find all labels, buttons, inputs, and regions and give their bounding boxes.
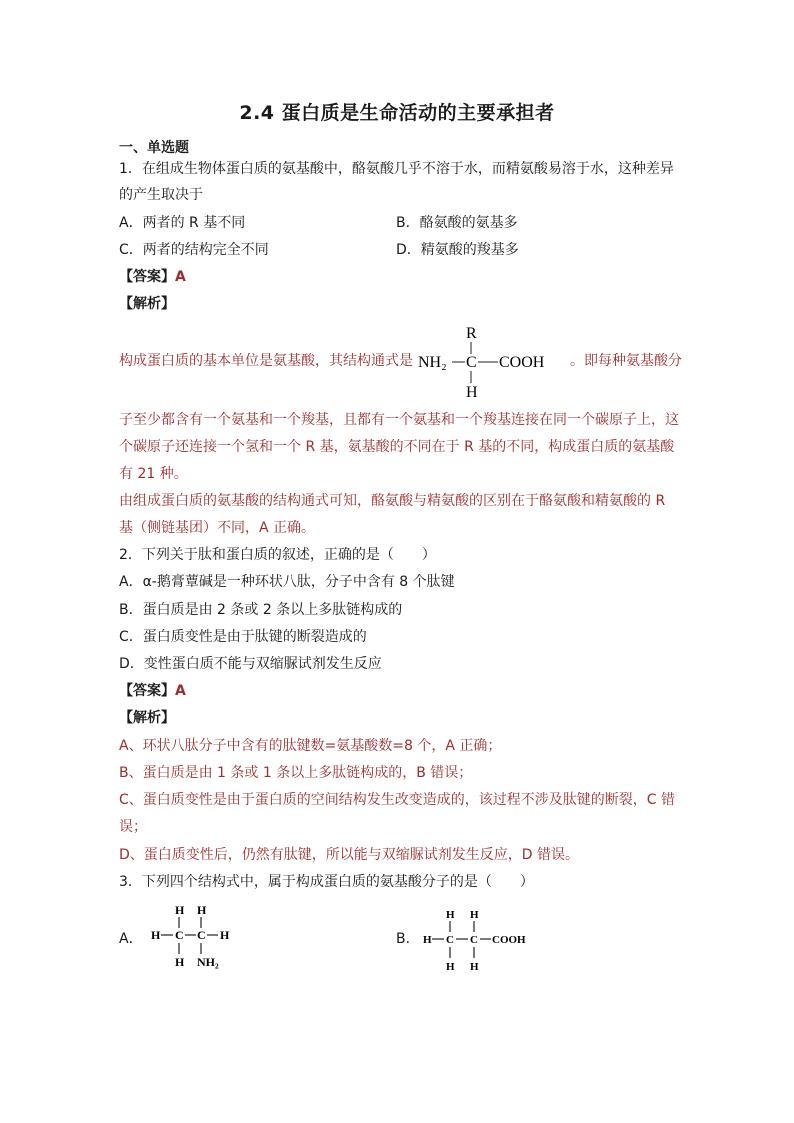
struct-b-cooh: COOH xyxy=(492,934,526,946)
q2-stem: 2．下列关于肽和蛋白质的叙述，正确的是（ ） xyxy=(119,547,436,563)
q3-option-b-label: B． xyxy=(396,931,420,947)
q1-stem-line1: 1．在组成生物体蛋白质的氨基酸中，酪氨酸几乎不溶于水，而精氨酸易溶于水，这种差异 xyxy=(119,161,674,177)
q2-explanation-d: D、蛋白质变性后，仍然有肽键，所以能与双缩脲试剂发生反应，D 错误。 xyxy=(119,847,580,863)
q2-option-b: B．蛋白质是由 2 条或 2 条以上多肽链构成的 xyxy=(119,602,403,618)
struct-b-h-top1: H xyxy=(446,909,455,921)
struct-a-h-right: H xyxy=(220,928,230,942)
q2-answer xyxy=(119,681,186,701)
q1-explanation-line6: 基（侧链基团）不同，A 正确。 xyxy=(119,520,316,536)
struct-a-h-top2: H xyxy=(197,903,207,917)
struct-b-c1: C xyxy=(446,934,454,946)
struct-a-h-bottom: H xyxy=(175,955,185,969)
q1-answer-label: 【答案】 xyxy=(119,269,175,285)
q1-explanation-line5: 由组成蛋白质的氨基酸的结构通式可知，酪氨酸与精氨酸的区别在于酪氨酸和精氨酸的 R xyxy=(119,493,666,509)
struct-b-c2: C xyxy=(470,934,478,946)
amino-acid-general-formula xyxy=(414,322,564,400)
q1-option-a: A．两者的 R 基不同 xyxy=(119,215,246,231)
q3-structure-a xyxy=(146,900,246,976)
formula-h: H xyxy=(466,384,478,400)
q3-structure-b xyxy=(420,904,540,980)
q2-explanation-c-line1: C、蛋白质变性是由于蛋白质的空间结构发生改变造成的，该过程不涉及肽键的断裂，C 错 xyxy=(119,792,675,808)
q2-analysis-label: 【解析】 xyxy=(119,710,175,726)
formula-c: C xyxy=(466,354,477,371)
q1-analysis-label: 【解析】 xyxy=(119,296,175,312)
struct-a-c2: C xyxy=(197,928,206,942)
section-heading: 一、单选题 xyxy=(119,140,189,156)
q1-explanation-line1-post: 。即每种氨基酸分 xyxy=(570,353,682,369)
struct-b-h-top2: H xyxy=(470,909,479,921)
struct-a-nh2: NH₂ xyxy=(197,955,219,969)
q2-answer-label: 【答案】 xyxy=(119,683,175,699)
q1-answer xyxy=(119,267,186,287)
formula-r: R xyxy=(466,325,477,342)
q3-option-a-label: A． xyxy=(119,931,143,947)
q2-option-a: A．α-鹅膏蕈碱是一种环状八肽，分子中含有 8 个肽键 xyxy=(119,574,455,590)
struct-a-h-left: H xyxy=(151,928,161,942)
q2-explanation-a: A、环状八肽分子中含有的肽键数=氨基酸数=8 个，A 正确； xyxy=(119,738,502,754)
struct-a-h-top1: H xyxy=(175,903,185,917)
q2-option-c: C．蛋白质变性是由于肽键的断裂造成的 xyxy=(119,629,367,645)
q1-option-b: B．酪氨酸的氨基多 xyxy=(396,215,518,231)
q1-answer-value: A xyxy=(175,269,186,285)
q2-option-d: D．变性蛋白质不能与双缩脲试剂发生反应 xyxy=(119,656,382,672)
formula-nh2: NH₂ xyxy=(418,354,447,371)
q1-explanation-line2: 子至少都含有一个氨基和一个羧基，且都有一个氨基和一个羧基连接在同一个碳原子上，这 xyxy=(119,412,679,428)
struct-a-c1: C xyxy=(175,928,184,942)
q1-option-c: C．两者的结构完全不同 xyxy=(119,242,269,258)
formula-cooh: COOH xyxy=(499,354,545,371)
q1-explanation-line1-pre: 构成蛋白质的基本单位是氨基酸，其结构通式是 xyxy=(119,353,413,369)
q2-answer-value: A xyxy=(175,683,186,699)
page-title: 2.4 蛋白质是生命活动的主要承担者 xyxy=(239,102,555,124)
q2-explanation-c-line2: 误； xyxy=(119,819,147,835)
q3-stem: 3．下列四个结构式中，属于构成蛋白质的氨基酸分子的是（ ） xyxy=(119,874,534,890)
struct-b-h-left: H xyxy=(423,934,432,946)
q1-stem-line2: 的产生取决于 xyxy=(119,187,203,203)
q1-explanation-line3: 个碳原子还连接一个氢和一个 R 基，氨基酸的不同在于 R 基的不同，构成蛋白质的氨基酸 xyxy=(119,439,675,455)
q1-option-d: D．精氨酸的羧基多 xyxy=(396,242,519,258)
struct-b-h-bottom1: H xyxy=(446,961,455,973)
struct-b-h-bottom2: H xyxy=(470,961,479,973)
q1-explanation-line4: 有 21 种。 xyxy=(119,466,188,482)
q2-explanation-b: B、蛋白质是由 1 条或 1 条以上多肽链构成的，B 错误； xyxy=(119,765,473,781)
